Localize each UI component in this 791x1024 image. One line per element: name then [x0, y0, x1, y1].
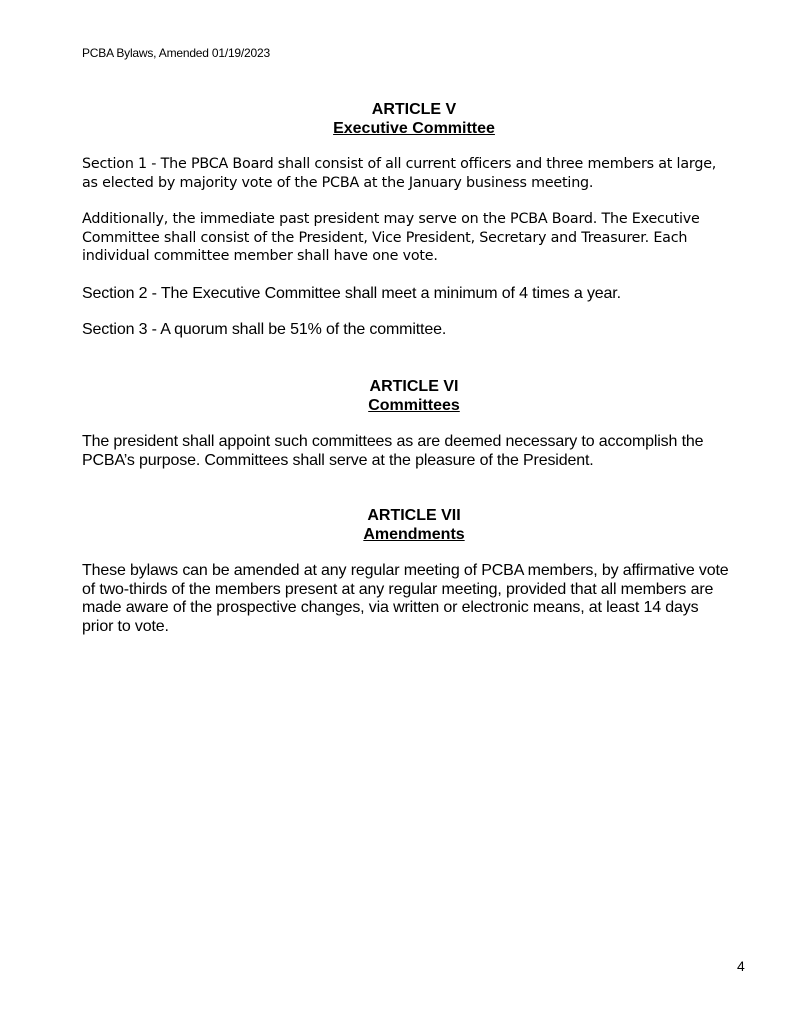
article-title: ARTICLE V — [371, 101, 457, 118]
article-v-section-3: Section 3 - A quorum shall be 51% of the committee. — [82, 321, 447, 338]
page-header: PCBA Bylaws, Amended 01/19/2023 — [82, 46, 270, 60]
article-v-section-2: Section 2 - The Executive Committee shall meet a minimum of 4 times a year. — [82, 285, 621, 302]
article-v-section-1: Section 1 - The PBCA Board shall consist of all current officers and three members at large, as elected by majority vote of the PCBA at the January business meeting. — [82, 156, 717, 191]
article-subtitle: Amendments — [363, 526, 465, 543]
page-number: 4 — [737, 958, 745, 974]
article-v-additional: Additionally, the immediate past president may serve on the PCBA Board. The Executive Committee shall consist of the President, Vice President, Secretary and Treasurer. Each individual committee member shall have one vote. — [82, 211, 700, 264]
article-title: ARTICLE VII — [367, 507, 461, 524]
article-vi-paragraph: The president shall appoint such committees as are deemed necessary to accomplish the PCBA’s purpose. Committees shall serve at the pleasure of the President. — [82, 433, 704, 469]
article-vii-paragraph: These bylaws can be amended at any regular meeting of PCBA members, by affirmative vote of two-thirds of the members present at any regular meeting, provided that all members are made aware of the prospective changes, via written or electronic means, at least 14 days prior to vote. — [82, 562, 729, 635]
article-title: ARTICLE VI — [369, 378, 459, 395]
article-subtitle: Executive Committee — [333, 120, 495, 137]
article-vii-heading — [0, 506, 791, 544]
article-subtitle: Committees — [368, 397, 460, 414]
article-vi-heading — [0, 377, 791, 415]
article-v-heading — [0, 100, 791, 138]
